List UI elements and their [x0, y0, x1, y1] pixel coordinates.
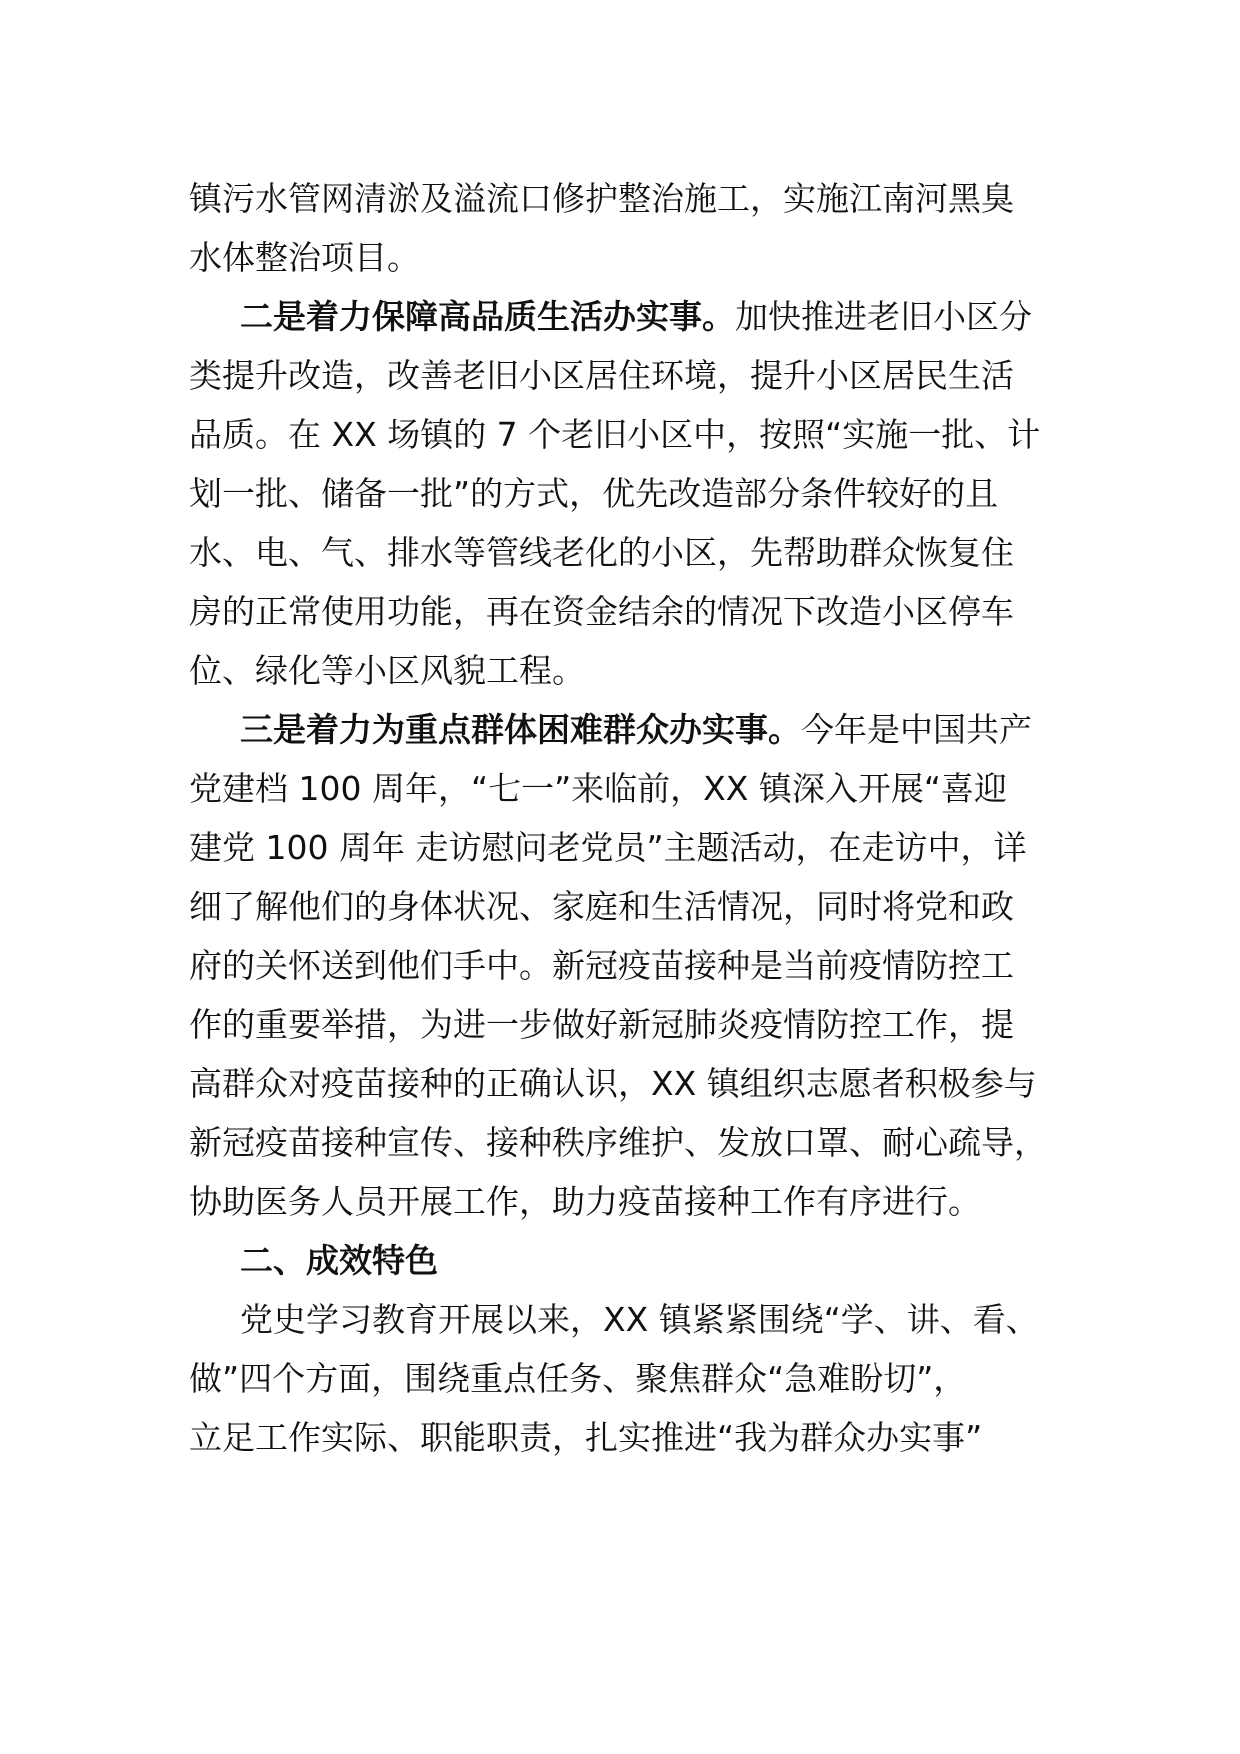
paragraph-line: 镇污水管网清淤及溢流口修护整治施工，实施江南河黑臭 — [189, 179, 1014, 218]
paragraph-first-line — [240, 705, 1032, 755]
paragraph-line: 水体整治项目。 — [189, 238, 420, 277]
paragraph-line: 类提升改造，改善老旧小区居住环境，提升小区居民生活 — [189, 356, 1014, 395]
section-heading: 二、成效特色 — [240, 1241, 438, 1280]
paragraph-line: 建党 100 周年 走访慰问老党员”主题活动，在走访中，详 — [189, 828, 1027, 867]
paragraph-text: 今年是中国共产 — [801, 710, 1032, 749]
paragraph-line: 新冠疫苗接种宣传、接种秩序维护、发放口罩、耐心疏导， — [189, 1123, 1047, 1162]
paragraph-line: 府的关怀送到他们手中。新冠疫苗接种是当前疫情防控工 — [189, 946, 1014, 985]
paragraph-line: 党建档 100 周年，“七一”来临前，XX 镇深入开展“喜迎 — [189, 769, 1007, 808]
paragraph-line: 党史学习教育开展以来，XX 镇紧紧围绕“学、讲、看、 — [240, 1300, 1039, 1339]
paragraph-line: 立足工作实际、职能职责，扎实推进“我为群众办实事” — [189, 1418, 983, 1457]
paragraph-line: 细了解他们的身体状况、家庭和生活情况，同时将党和政 — [189, 887, 1014, 926]
paragraph-first-line — [240, 292, 1032, 342]
paragraph-text: 加快推进老旧小区分 — [735, 297, 1032, 336]
paragraph-line: 位、绿化等小区风貌工程。 — [189, 651, 585, 690]
paragraph-line: 划一批、储备一批”的方式，优先改造部分条件较好的且 — [189, 474, 999, 513]
paragraph-heading: 二是着力保障高品质生活办实事。 — [240, 297, 735, 336]
paragraph-line: 房的正常使用功能，再在资金结余的情况下改造小区停车 — [189, 592, 1014, 631]
paragraph-line: 品质。在 XX 场镇的 7 个老旧小区中，按照“实施一批、计 — [189, 415, 1041, 454]
paragraph-line: 高群众对疫苗接种的正确认识，XX 镇组织志愿者积极参与 — [189, 1064, 1037, 1103]
paragraph-line: 协助医务人员开展工作，助力疫苗接种工作有序进行。 — [189, 1182, 981, 1221]
paragraph-line: 水、电、气、排水等管线老化的小区，先帮助群众恢复住 — [189, 533, 1014, 572]
paragraph-heading: 三是着力为重点群体困难群众办实事。 — [240, 710, 801, 749]
paragraph-line: 作的重要举措，为进一步做好新冠肺炎疫情防控工作，提 — [189, 1005, 1014, 1044]
paragraph-line: 做”四个方面，围绕重点任务、聚焦群众“急难盼切”， — [189, 1359, 967, 1398]
